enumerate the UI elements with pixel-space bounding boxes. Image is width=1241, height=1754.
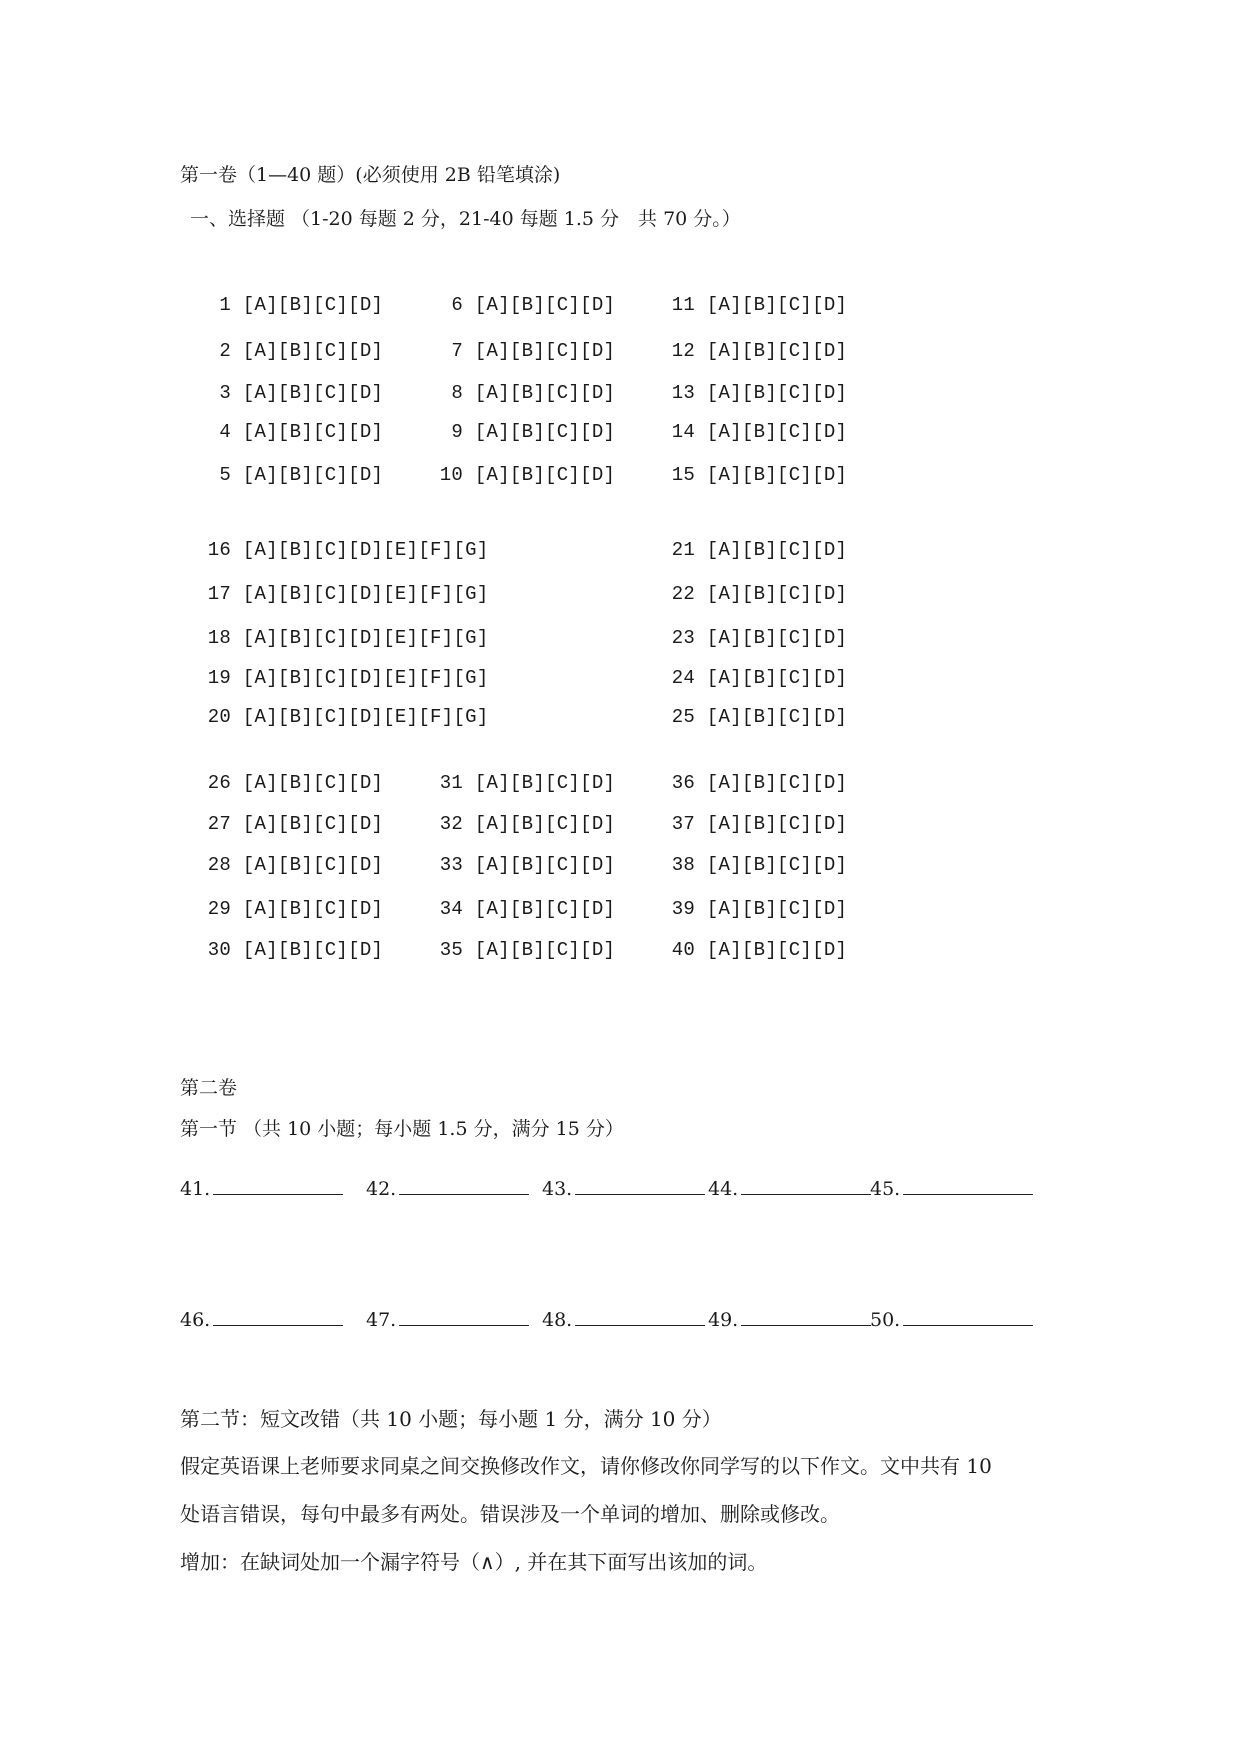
answer-blank-line[interactable] (213, 1176, 343, 1195)
fill-blank-row-1 (180, 1176, 1060, 1202)
answer-item[interactable]: 29 [A][B][C][D] (196, 898, 384, 920)
blank-item (542, 1176, 705, 1201)
blank-item (542, 1307, 705, 1332)
blank-item (366, 1307, 529, 1332)
answer-blank-line[interactable] (575, 1307, 705, 1326)
blank-number: 41. (180, 1178, 211, 1200)
answer-item[interactable]: 7 [A][B][C][D] (428, 340, 616, 362)
answer-item[interactable]: 10 [A][B][C][D] (428, 464, 616, 486)
answer-item[interactable]: 26 [A][B][C][D] (196, 772, 384, 794)
answer-item[interactable]: 25 [A][B][C][D] (660, 706, 848, 728)
instruction-line-1: 假定英语课上老师要求同桌之间交换修改作文，请你修改你同学写的以下作文。文中共有 10 (180, 1454, 992, 1478)
answer-item[interactable]: 20 [A][B][C][D][E][F][G] (196, 706, 489, 728)
answer-item[interactable]: 17 [A][B][C][D][E][F][G] (196, 583, 489, 605)
answer-item[interactable]: 33 [A][B][C][D] (428, 854, 616, 876)
blank-number: 49. (708, 1309, 739, 1331)
answer-item[interactable]: 37 [A][B][C][D] (660, 813, 848, 835)
answer-item[interactable]: 8 [A][B][C][D] (428, 382, 616, 404)
answer-item[interactable]: 34 [A][B][C][D] (428, 898, 616, 920)
blank-item (180, 1307, 343, 1332)
part2-title: 第二卷 (180, 1077, 238, 1099)
answer-blank-line[interactable] (903, 1176, 1033, 1195)
answer-item[interactable]: 32 [A][B][C][D] (428, 813, 616, 835)
answer-item[interactable]: 15 [A][B][C][D] (660, 464, 848, 486)
part2-section1-title: 第一节 （共 10 小题；每小题 1.5 分，满分 15 分） (180, 1118, 624, 1140)
answer-item[interactable]: 18 [A][B][C][D][E][F][G] (196, 627, 489, 649)
blank-item (708, 1307, 871, 1332)
blank-item (870, 1307, 1033, 1332)
answer-item[interactable]: 39 [A][B][C][D] (660, 898, 848, 920)
answer-item[interactable]: 27 [A][B][C][D] (196, 813, 384, 835)
answer-blank-line[interactable] (903, 1307, 1033, 1326)
answer-item[interactable]: 3 [A][B][C][D] (196, 382, 384, 404)
answer-item[interactable]: 21 [A][B][C][D] (660, 539, 848, 561)
blank-number: 50. (870, 1309, 901, 1331)
answer-blank-line[interactable] (399, 1176, 529, 1195)
answer-item[interactable]: 14 [A][B][C][D] (660, 421, 848, 443)
answer-item[interactable]: 24 [A][B][C][D] (660, 667, 848, 689)
answer-blank-line[interactable] (741, 1307, 871, 1326)
answer-blank-line[interactable] (741, 1176, 871, 1195)
blank-number: 48. (542, 1309, 573, 1331)
blank-number: 44. (708, 1178, 739, 1200)
blank-item (708, 1176, 871, 1201)
answer-item[interactable]: 9 [A][B][C][D] (428, 421, 616, 443)
answer-item[interactable]: 13 [A][B][C][D] (660, 382, 848, 404)
section1-title: 一、选择题 （1-20 每题 2 分，21-40 每题 1.5 分 共 70 分。） (190, 208, 741, 230)
instruction-line-3: 增加：在缺词处加一个漏字符号（∧）, 并在其下面写出该加的词。 (180, 1550, 768, 1574)
blank-number: 43. (542, 1178, 573, 1200)
blank-number: 45. (870, 1178, 901, 1200)
answer-item[interactable]: 23 [A][B][C][D] (660, 627, 848, 649)
answer-blank-line[interactable] (213, 1307, 343, 1326)
instruction-line-2: 处语言错误，每句中最多有两处。错误涉及一个单词的增加、删除或修改。 (180, 1502, 840, 1526)
answer-item[interactable]: 4 [A][B][C][D] (196, 421, 384, 443)
answer-item[interactable]: 22 [A][B][C][D] (660, 583, 848, 605)
answer-item[interactable]: 36 [A][B][C][D] (660, 772, 848, 794)
answer-item[interactable]: 28 [A][B][C][D] (196, 854, 384, 876)
answer-blank-line[interactable] (399, 1307, 529, 1326)
blank-item (180, 1176, 343, 1201)
answer-item[interactable]: 19 [A][B][C][D][E][F][G] (196, 667, 489, 689)
fill-blank-row-2 (180, 1307, 1060, 1333)
blank-item (366, 1176, 529, 1201)
blank-item (870, 1176, 1033, 1201)
part1-title: 第一卷（1—40 题）(必须使用 2B 铅笔填涂) (180, 164, 561, 186)
blank-number: 46. (180, 1309, 211, 1331)
answer-item[interactable]: 12 [A][B][C][D] (660, 340, 848, 362)
part2-section2-title: 第二节：短文改错（共 10 小题；每小题 1 分，满分 10 分） (180, 1407, 722, 1431)
answer-item[interactable]: 31 [A][B][C][D] (428, 772, 616, 794)
blank-number: 47. (366, 1309, 397, 1331)
answer-blank-line[interactable] (575, 1176, 705, 1195)
answer-item[interactable]: 40 [A][B][C][D] (660, 939, 848, 961)
answer-item[interactable]: 11 [A][B][C][D] (660, 294, 848, 316)
answer-item[interactable]: 6 [A][B][C][D] (428, 294, 616, 316)
answer-item[interactable]: 35 [A][B][C][D] (428, 939, 616, 961)
answer-item[interactable]: 38 [A][B][C][D] (660, 854, 848, 876)
blank-number: 42. (366, 1178, 397, 1200)
answer-item[interactable]: 16 [A][B][C][D][E][F][G] (196, 539, 489, 561)
answer-item[interactable]: 5 [A][B][C][D] (196, 464, 384, 486)
answer-item[interactable]: 1 [A][B][C][D] (196, 294, 384, 316)
answer-item[interactable]: 2 [A][B][C][D] (196, 340, 384, 362)
answer-item[interactable]: 30 [A][B][C][D] (196, 939, 384, 961)
